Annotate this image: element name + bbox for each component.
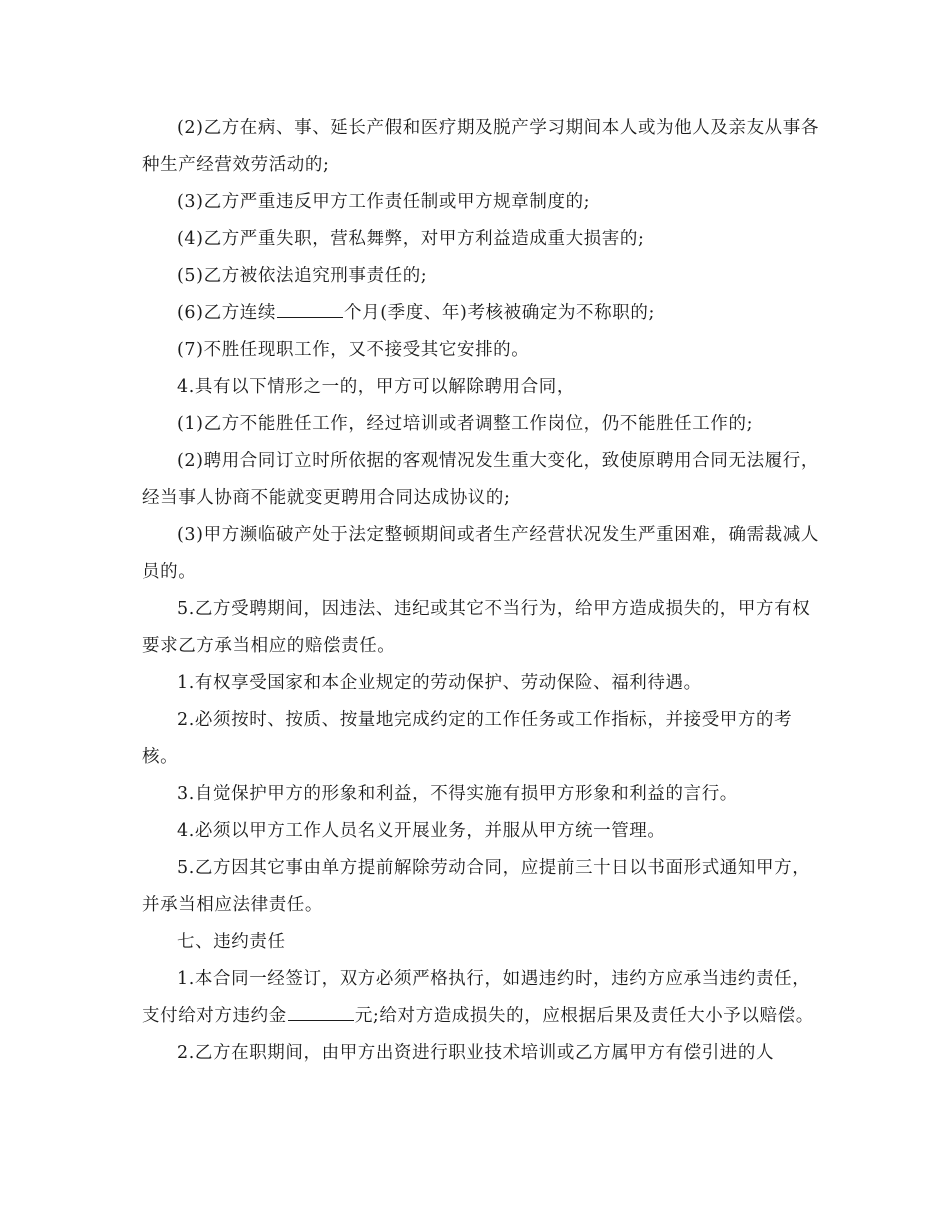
clause-6-text-after-blank: 个月(季度、年)考核被确定为不称职的; [344,303,655,323]
liability-1-text-after-blank: 元;给对方造成损失的，应根据后果及责任大小予以赔偿。 [354,1006,814,1026]
paragraph-duty-3-image: 3.自觉保护甲方的形象和利益，不得实施有损甲方形象和利益的言行。 [177,784,738,804]
months-fill-in-blank [277,297,343,318]
paragraph-duty-5-notice: 5.乙方因其它事由单方提前解除劳动合同，应提前三十日以书面形式通知甲方，并承当相应法律责任。 [142,858,811,915]
paragraph-liability-1-penalty [142,961,822,1035]
liability-1-text-before-blank: 1.本合同一经签订，双方必须严格执行，如遇违约时，违约方应承当违约责任，支付给对方违约金 [142,969,811,1026]
document-body [142,110,822,1072]
paragraph-clause-4-dereliction: (4)乙方严重失职，营私舞弊，对甲方利益造成重大损害的; [177,229,645,249]
paragraph-right-1-benefits: 1.有权享受国家和本企业规定的劳动保护、劳动保险、福利待遇。 [177,673,702,693]
paragraph-duty-4-management: 4.必须以甲方工作人员名义开展业务，并服从甲方统一管理。 [177,821,666,841]
paragraph-liability-2-training: 2.乙方在职期间，由甲方出资进行职业技术培训或乙方属甲方有偿引进的人 [177,1043,775,1063]
paragraph-clause-3-rule-violation: (3)乙方严重违反甲方工作责任制或甲方规章制度的; [177,192,591,212]
paragraph-section-4-termination: 4.具有以下情形之一的，甲方可以解除聘用合同， [177,377,575,397]
paragraph-clause-5-criminal-liability: (5)乙方被依法追究刑事责任的; [177,266,428,286]
paragraph-termination-3: (3)甲方濒临破产处于法定整顿期间或者生产经营状况发生严重困难，确需裁减人员的。 [142,525,819,582]
paragraph-duty-2-tasks: 2.必须按时、按质、按量地完成约定的工作任务或工作指标，并接受甲方的考核。 [142,710,793,767]
paragraph-clause-2-side-business: (2)乙方在病、事、延长产假和医疗期及脱产学习期间本人或为他人及亲友从事各种生产经营效劳活动的; [142,118,819,175]
paragraph-termination-2: (2)聘用合同订立时所依据的客观情况发生重大变化，致使原聘用合同无法履行，经当事人协商不能就变更聘用合同达成协议的; [142,451,819,508]
paragraph-section-5-compensation: 5.乙方受聘期间，因违法、违纪或其它不当行为，给甲方造成损失的，甲方有权要求乙方承当相应的赔偿责任。 [142,599,811,656]
paragraph-clause-7-incompetent: (7)不胜任现职工作，又不接受其它安排的。 [177,340,530,360]
section-heading-liability: 七、违约责任 [177,932,286,952]
paragraph-clause-6-assessment [142,295,822,332]
penalty-amount-fill-in-blank [288,1000,354,1021]
clause-6-text-before-blank: (6)乙方连续 [177,303,276,323]
paragraph-termination-1: (1)乙方不能胜任工作，经过培训或者调整工作岗位，仍不能胜任工作的; [177,414,754,434]
